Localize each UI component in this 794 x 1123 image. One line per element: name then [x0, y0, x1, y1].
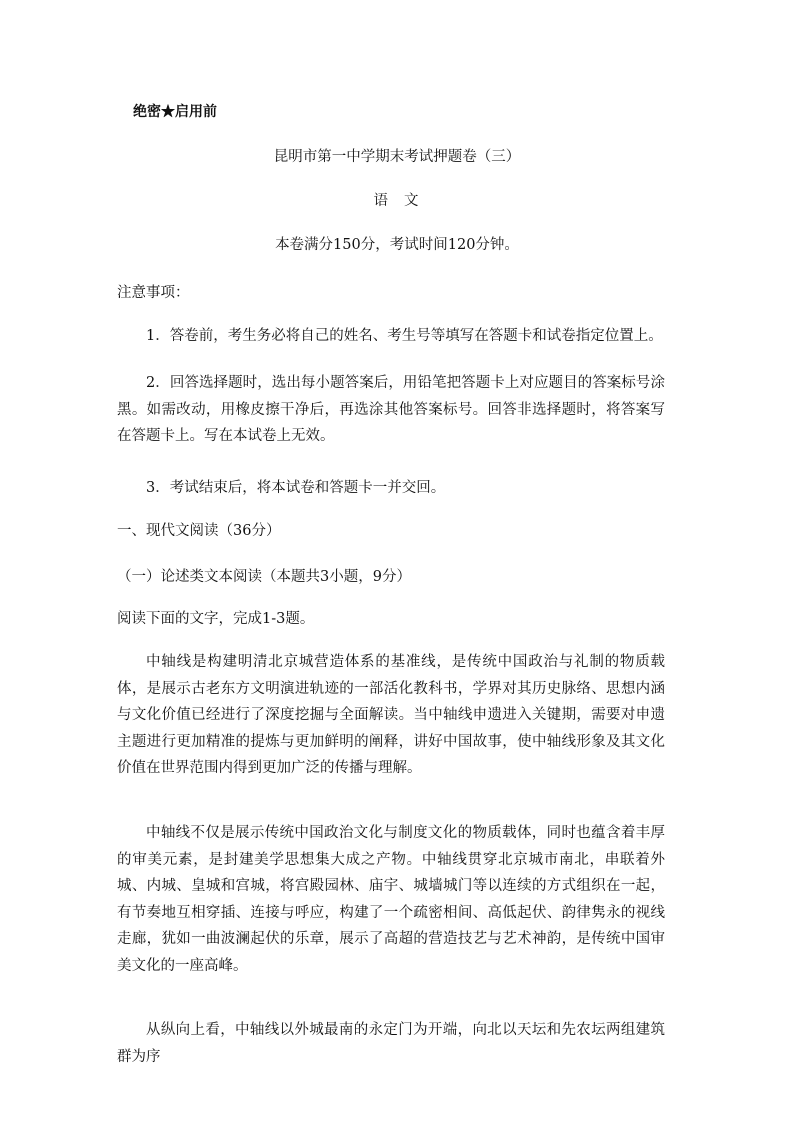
passage-paragraph-1: 中轴线是构建明清北京城营造体系的基准线，是传统中国政治与礼制的物质载体，是展示古老东方文明演进轨迹的一部活化教科书，学界对其历史脉络、思想内涵与文化价值已经进行了深度挖掘与全面解读。当中轴线申遗进入关键期，需要对申遗主题进行更加精准的提炼与更加鲜明的阐释，讲好中国故事，使中轴线形象及其文化价值在世界范围内得到更加广泛的传播与理解。	[117, 654, 665, 776]
exam-title: 昆明市第一中学期末考试押题卷（三）	[273, 149, 521, 165]
subsection-title: （一）论述类文本阅读（本题共3小题，9分）	[117, 569, 411, 585]
subject-title	[0, 191, 794, 211]
subject-char-1: 语	[373, 193, 390, 209]
passage-paragraph-2: 中轴线不仅是展示传统中国政治文化与制度文化的物质载体，同时也蕴含着丰厚的审美元素，是封建美学思想集大成之产物。中轴线贯穿北京城市南北，串联着外城、内城、皇城和宫城，将宫殿园林、庙宇、城墙城门等以连续的方式组织在一起，有节奏地互相穿插、连接与呼应，构建了一个疏密相间、高低起伏、韵律隽永的视线走廊，犹如一曲波澜起伏的乐章，展示了高超的营造技艺与艺术神韵，是传统中国审美文化的一座高峰。	[117, 825, 665, 974]
reading-instruction: 阅读下面的文字，完成1-3题。	[117, 611, 315, 627]
notice-item-2: 2．回答选择题时，选出每小题答案后，用铅笔把答题卡上对应题目的答案标号涂黑。如需改动，用橡皮擦干净后，再选涂其他答案标号。回答非选择题时，将答案写在答题卡上。写在本试卷上无效。	[117, 375, 665, 444]
notice-title: 注意事项：	[117, 285, 190, 301]
exam-info: 本卷满分150分，考试时间120分钟。	[275, 237, 519, 253]
secret-mark: 绝密★启用前	[133, 104, 217, 120]
notice-item-3: 3．考试结束后，将本试卷和答题卡一并交回。	[146, 480, 446, 496]
subject-char-2: 文	[404, 193, 421, 209]
section-title: 一、现代文阅读（36分）	[117, 523, 281, 539]
notice-item-1: 1．答卷前，考生务必将自己的姓名、考生号等填写在答题卡和试卷指定位置上。	[146, 328, 663, 344]
passage-paragraph-3: 从纵向上看，中轴线以外城最南的永定门为开端，向北以天坛和先农坛两组建筑群为序	[117, 1022, 665, 1065]
